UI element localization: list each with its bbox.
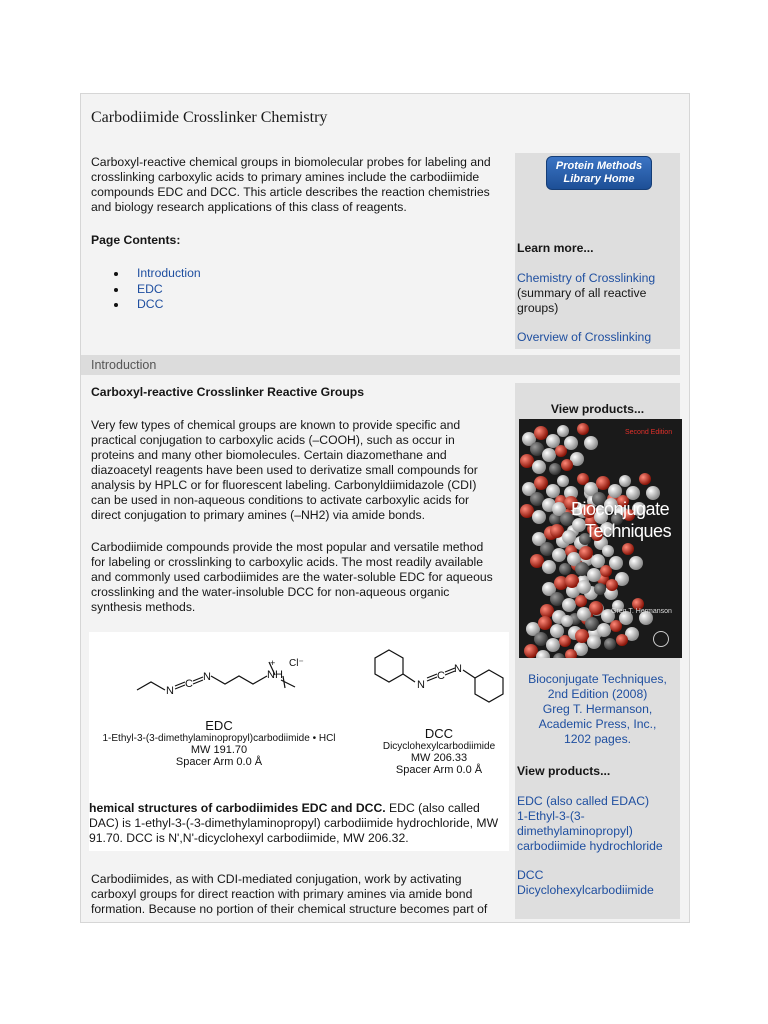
section-paragraph-2	[91, 540, 511, 615]
section-bar-introduction: Introduction	[81, 355, 680, 375]
caption-line: DAC) is 1-ethyl-3-(-3-dimethylaminopropyl) carbodiimide hydrochloride, MW	[89, 816, 499, 830]
edc-atom-c: C	[185, 678, 193, 690]
product-link-edc[interactable]	[517, 794, 663, 854]
para-line: carboxyl groups for direct reaction with primary amines via amide bond	[91, 887, 473, 901]
dcc-atom-c: C	[437, 670, 445, 682]
intro-paragraph	[91, 155, 511, 215]
book-cover-image[interactable]	[519, 419, 682, 658]
intro-line: and biology research applications of this class of reagents.	[91, 200, 407, 214]
product-line: carbodiimide hydrochloride	[517, 839, 663, 853]
product-link-dcc[interactable]	[517, 868, 654, 898]
book-caption-line: 1202 pages.	[563, 732, 632, 746]
section-heading: Carboxyl-reactive Crosslinker Reactive Groups	[91, 385, 364, 399]
figure-caption	[89, 801, 509, 846]
product-line: Dicyclohexylcarbodiimide	[517, 883, 654, 897]
dcc-name: DCC	[424, 726, 454, 741]
para-line: Very few types of chemical groups are known to provide specific and	[91, 418, 461, 432]
book-caption-line: Academic Press, Inc.,	[538, 717, 657, 731]
link-note-line: (summary of all reactive	[517, 286, 647, 300]
book-caption-line: 2nd Edition (2008)	[547, 687, 648, 701]
product-line: dimethylaminopropyl)	[517, 824, 633, 838]
book-caption-line: Greg T. Hermanson,	[542, 702, 653, 716]
contents-link-edc[interactable]: EDC	[91, 282, 201, 298]
caption-line: 91.70. DCC is N',N'-dicyclohexyl carbodiimide, MW 206.32.	[89, 831, 409, 845]
link-chemistry-of-crosslinking[interactable]: Chemistry of Crosslinking	[517, 271, 656, 285]
caption-bold: hemical structures of carbodiimides EDC and DCC.	[89, 801, 386, 815]
edc-chloride: Cl⁻	[289, 658, 304, 669]
para-line: formation. Because no portion of their chemical structure becomes part of	[91, 902, 488, 916]
article-frame	[80, 93, 690, 923]
para-line: synthesis methods.	[91, 600, 196, 614]
intro-line: Carboxyl-reactive chemical groups in biomolecular probes for labeling and	[91, 155, 491, 169]
view-products-heading-2: View products...	[517, 764, 611, 778]
para-line: crosslinking and the water-insoluble DCC for non-aqueous organic	[91, 585, 450, 599]
para-line: can be used in non-aqueous conditions to activate carboxylic acids for	[91, 493, 470, 507]
para-line: and commonly used carbodiimides are the water-soluble EDC for aqueous	[91, 570, 493, 584]
edc-spacer-arm: Spacer Arm 0.0 Å	[175, 756, 263, 768]
edc-labels	[89, 718, 349, 768]
para-line: proteins and many other biomolecules. Certain diazomethane and	[91, 448, 447, 462]
edc-name: EDC	[205, 718, 233, 733]
page-contents-heading: Page Contents:	[91, 233, 181, 247]
link-note-line: groups)	[517, 301, 559, 315]
dcc-spacer-arm: Spacer Arm 0.0 Å	[395, 764, 483, 776]
para-line: practical conjugation to carboxylic acids (–COOH), such as occur in	[91, 433, 455, 447]
para-line: diazoacetyl reagents have been used to derivatize small compounds for	[91, 463, 478, 477]
edc-charge-plus: +	[270, 658, 276, 668]
link-overview-of-crosslinking[interactable]: Overview of Crosslinking	[517, 330, 652, 344]
edc-atom-n2: N	[203, 671, 211, 683]
para-line: analysis by HPLC or for fluorescent labeling. Carbonyldiimidazole (CDI)	[91, 478, 477, 492]
view-products-heading: View products...	[550, 402, 645, 416]
para-line: Carbodiimide compounds provide the most popular and versatile method	[91, 540, 484, 554]
contents-link-dcc[interactable]: DCC	[91, 297, 201, 313]
para-line: Carbodiimides, as with CDI-mediated conjugation, work by activating	[91, 872, 462, 886]
carbodiimide-structures-figure	[89, 632, 509, 851]
dcc-full-name: Dicyclohexylcarbodiimide	[382, 741, 496, 752]
book-author: Greg T. Hermanson	[611, 608, 672, 615]
product-line: 1-Ethyl-3-(3-	[517, 809, 585, 823]
book-link[interactable]	[515, 672, 680, 747]
edc-full-name: 1-Ethyl-3-(3-dimethylaminopropyl)carbodiimide • HCl	[102, 733, 336, 744]
caption-text: EDC (also called	[385, 801, 480, 815]
protein-methods-library-button[interactable]	[546, 156, 652, 190]
link-note	[517, 286, 646, 316]
book-edition: Second Edition	[625, 429, 673, 436]
product-line: DCC	[517, 868, 544, 882]
learn-more-heading: Learn more...	[517, 241, 594, 255]
book-title-line2: Techniques	[585, 521, 672, 541]
dcc-atom-n2: N	[454, 663, 462, 675]
edc-atom-n1: N	[166, 685, 174, 697]
dcc-atom-n1: N	[417, 679, 425, 691]
page-title: Carbodiimide Crosslinker Chemistry	[91, 109, 328, 126]
section-paragraph-1	[91, 418, 511, 523]
book-caption-line: Bioconjugate Techniques,	[528, 672, 667, 686]
edc-mw: MW 191.70	[190, 744, 248, 756]
dcc-mw: MW 206.33	[410, 752, 468, 764]
intro-line: compounds EDC and DCC. This article describes the reaction chemistries	[91, 185, 490, 199]
para-line: for labeling or crosslinking to carboxylic acids. The most readily available	[91, 555, 483, 569]
section-paragraph-3	[91, 872, 511, 917]
button-label-line: Library Home	[563, 173, 635, 185]
intro-line: crosslinking carboxylic acids to primary amines include the carbodiimide	[91, 170, 480, 184]
product-line: EDC (also called EDAC)	[517, 794, 650, 808]
dcc-labels	[369, 726, 509, 776]
page-contents-list	[91, 266, 201, 313]
para-line: direct conjugation to primary amines (–NH2) via amide bonds.	[91, 508, 425, 522]
book-title-line1: Bioconjugate	[571, 499, 670, 519]
contents-link-introduction[interactable]: Introduction	[91, 266, 201, 282]
publisher-logo-icon	[653, 631, 669, 647]
edc-atom-nh: NH	[267, 669, 283, 681]
button-label-line: Protein Methods	[555, 160, 643, 172]
